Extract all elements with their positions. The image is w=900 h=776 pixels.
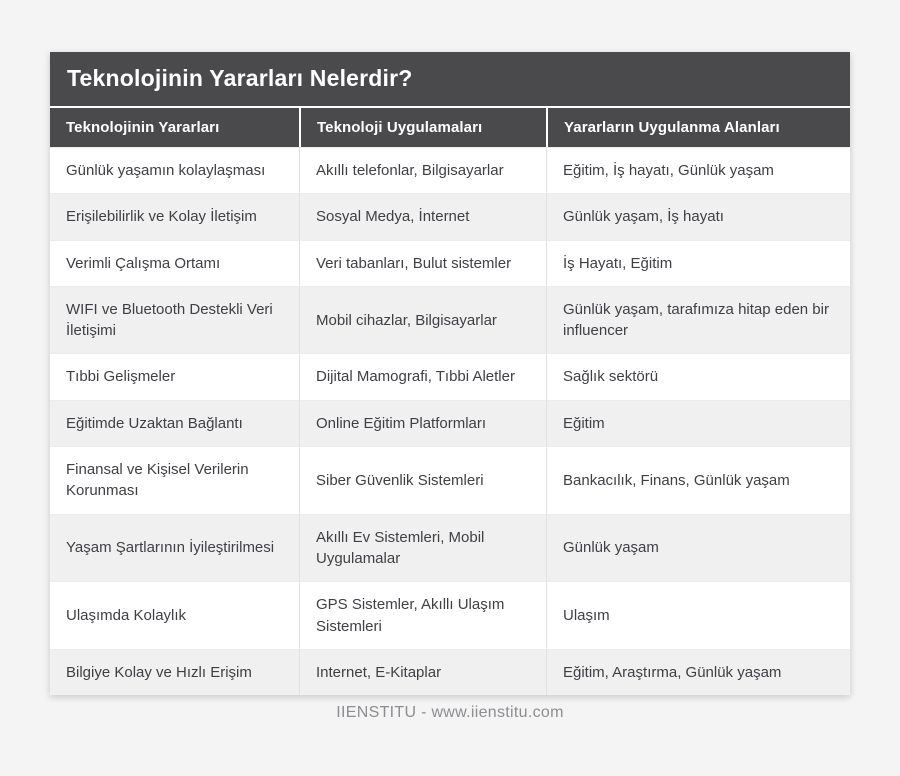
table-cell: Akıllı Ev Sistemleri, Mobil Uygulamalar	[299, 514, 546, 582]
table-cell: Bilgiye Kolay ve Hızlı Erişim	[50, 649, 299, 695]
table-cell: Erişilebilirlik ve Kolay İletişim	[50, 193, 299, 239]
table-cell: Akıllı telefonlar, Bilgisayarlar	[299, 147, 546, 193]
table-cell: Günlük yaşamın kolaylaşması	[50, 147, 299, 193]
table-card	[50, 52, 850, 695]
table-cell: Eğitimde Uzaktan Bağlantı	[50, 400, 299, 446]
table-cell: Finansal ve Kişisel Verilerin Korunması	[50, 446, 299, 514]
table-cell: Yaşam Şartlarının İyileştirilmesi	[50, 514, 299, 582]
table-cell: GPS Sistemler, Akıllı Ulaşım Sistemleri	[299, 581, 546, 649]
table-cell: Günlük yaşam, İş hayatı	[546, 193, 850, 239]
table-cell: Mobil cihazlar, Bilgisayarlar	[299, 286, 546, 354]
column-header-benefits: Teknolojinin Yararları	[50, 108, 299, 147]
column-header-applications: Teknoloji Uygulamaları	[299, 108, 546, 147]
table-cell: Günlük yaşam, tarafımıza hitap eden bir influencer	[546, 286, 850, 354]
table-cell: İş Hayatı, Eğitim	[546, 240, 850, 286]
table-cell: Siber Güvenlik Sistemleri	[299, 446, 546, 514]
table-cell: Ulaşımda Kolaylık	[50, 581, 299, 649]
footer-branding: IIENSTITU - www.iienstitu.com	[336, 704, 564, 721]
column-header-areas: Yararların Uygulanma Alanları	[546, 108, 850, 147]
table-cell: Bankacılık, Finans, Günlük yaşam	[546, 446, 850, 514]
table-cell: WIFI ve Bluetooth Destekli Veri İletişimi	[50, 286, 299, 354]
page-title: Teknolojinin Yararları Nelerdir?	[50, 52, 850, 108]
table-cell: Ulaşım	[546, 581, 850, 649]
table-cell: Internet, E-Kitaplar	[299, 649, 546, 695]
table-cell: Dijital Mamografi, Tıbbi Aletler	[299, 353, 546, 399]
table-cell: Eğitim, Araştırma, Günlük yaşam	[546, 649, 850, 695]
table-cell: Tıbbi Gelişmeler	[50, 353, 299, 399]
benefits-table	[50, 108, 850, 695]
table-cell: Günlük yaşam	[546, 514, 850, 582]
table-cell: Eğitim	[546, 400, 850, 446]
table-cell: Online Eğitim Platformları	[299, 400, 546, 446]
table-cell: Verimli Çalışma Ortamı	[50, 240, 299, 286]
table-cell: Sosyal Medya, İnternet	[299, 193, 546, 239]
table-cell: Eğitim, İş hayatı, Günlük yaşam	[546, 147, 850, 193]
table-cell: Sağlık sektörü	[546, 353, 850, 399]
table-cell: Veri tabanları, Bulut sistemler	[299, 240, 546, 286]
